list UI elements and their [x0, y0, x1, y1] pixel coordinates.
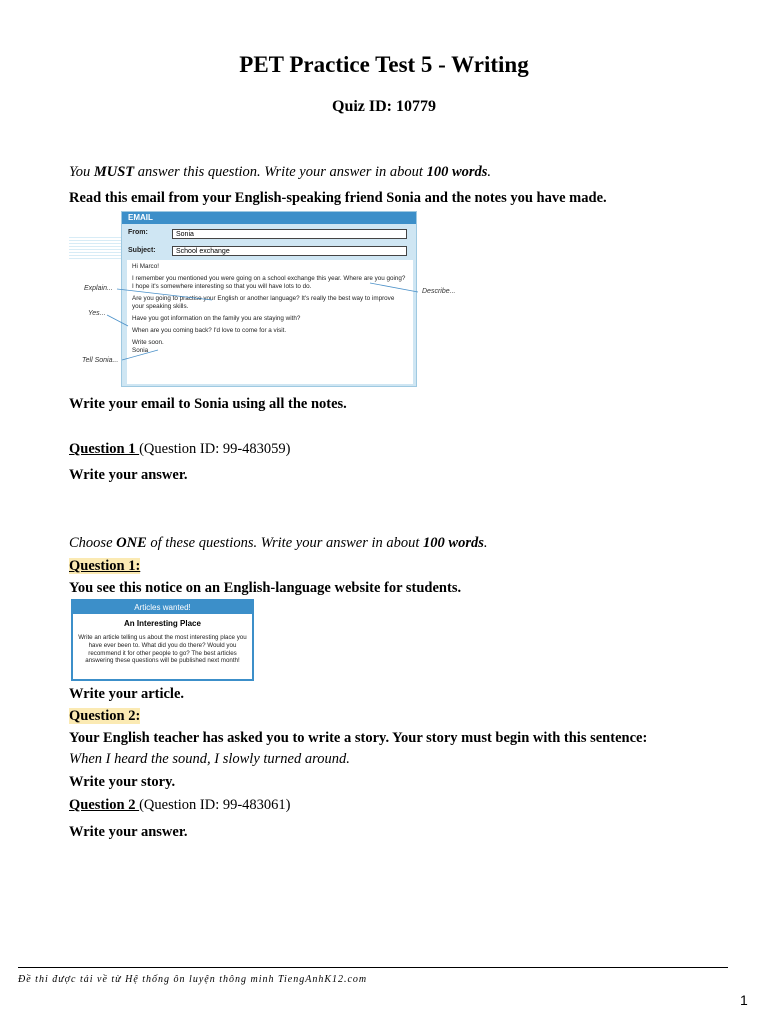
part1-instruction: You MUST answer this question. Write your answer in about 100 words. [69, 164, 492, 180]
email-name: Sonia [132, 347, 149, 354]
email-para-4: When are you coming back? I'd love to come for a visit. [132, 327, 287, 334]
email-para-1: I remember you mentioned you were going on a school exchange this year. Where are you going? I hope it's somewhere interesting so that you will have lots to do. [132, 275, 406, 290]
note-describe: Describe... [422, 288, 456, 295]
email-signoff: Write soon. [132, 339, 164, 346]
notice-body: Write an article telling us about the most interesting place you have ever been to. What did you do there? Would you recommend it for other people to go? The best articles answering these questions will be published next month! [78, 634, 247, 665]
email-from-label: From: [128, 229, 148, 236]
footer-text: Đề thi được tải về từ Hệ thống ôn luyện thông minh TiengAnhK12.com [18, 974, 368, 985]
write-answer-2: Write your answer. [69, 824, 188, 840]
story-sentence: When I heard the sound, I slowly turned around. [69, 751, 350, 767]
quiz-id: Quiz ID: 10779 [332, 98, 436, 115]
note-explain: Explain... [84, 285, 113, 292]
part2-instruction: Choose ONE of these questions. Write your answer in about 100 words. [69, 535, 488, 551]
arrow-describe [370, 283, 418, 292]
note-tell: Tell Sonia... [82, 357, 119, 364]
write-answer-1: Write your answer. [69, 467, 188, 483]
arrow-explain [117, 289, 212, 300]
choice-question-1-text: You see this notice on an English-language website for students. [69, 580, 462, 596]
notice-figure [71, 599, 254, 681]
email-subject-field: School exchange [172, 246, 407, 256]
page-number: 1 [740, 992, 748, 1008]
notice-title: An Interesting Place [124, 619, 201, 628]
email-para-2: Are you going to practise your English or another language? It's really the best way to improve your speaking skills. [132, 295, 395, 310]
note-yes: Yes... [88, 310, 106, 317]
arrow-tell [122, 350, 158, 360]
footer-rule [18, 967, 728, 968]
read-email-line: Read this email from your English-speaking friend Sonia and the notes you have made. [69, 190, 607, 206]
page-title: PET Practice Test 5 - Writing [239, 52, 529, 77]
email-from-field: Sonia [172, 229, 407, 239]
choice-question-2-label: Question 2: [69, 708, 141, 724]
write-story-instruction: Write your story. [69, 774, 176, 790]
notice-header: Articles wanted! [73, 601, 252, 614]
write-article-instruction: Write your article. [69, 686, 185, 702]
choice-question-1-label: Question 1: [69, 558, 141, 574]
question-2-heading: Question 2 (Question ID: 99-483061) [69, 797, 291, 813]
choice-question-2-text: Your English teacher has asked you to write a story. Your story must begin with this sentence: [69, 730, 648, 746]
email-greeting: Hi Marco! [132, 263, 159, 270]
arrow-yes [107, 315, 128, 326]
note-arrows [0, 0, 768, 420]
email-header: EMAIL [122, 212, 416, 224]
email-para-3: Have you got information on the family you are staying with? [132, 315, 301, 322]
email-subject-label: Subject: [128, 247, 156, 254]
question-1-heading: Question 1 (Question ID: 99-483059) [69, 441, 291, 457]
write-email-instruction: Write your email to Sonia using all the notes. [69, 396, 347, 412]
